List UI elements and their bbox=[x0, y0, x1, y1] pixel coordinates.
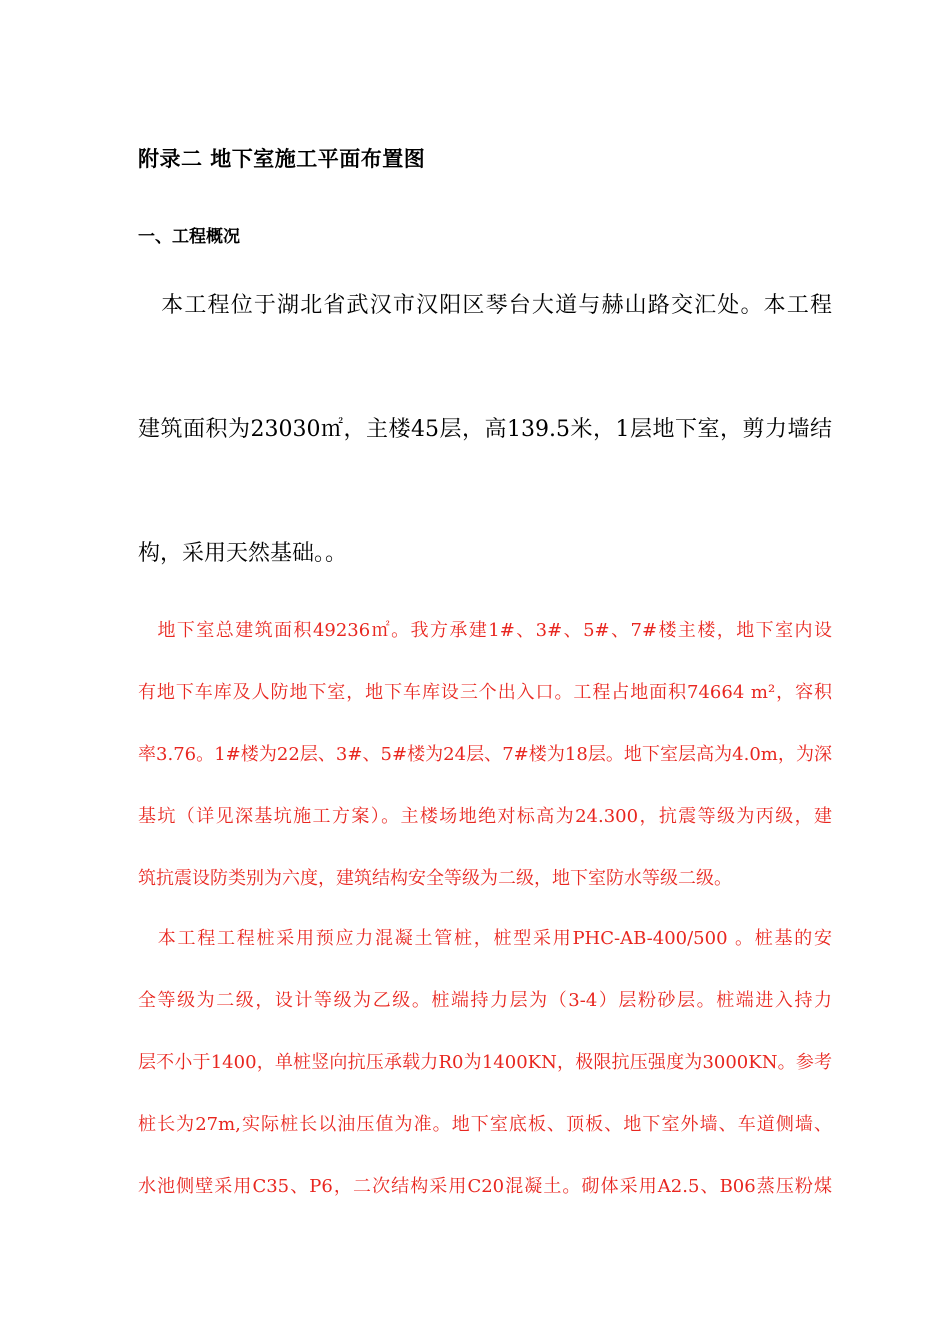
overview-line: 本工程位于湖北省武汉市汉阳区琴台大道与赫山路交汇处。本工程 bbox=[138, 293, 832, 318]
appendix-title: 附录二 地下室施工平面布置图 bbox=[138, 147, 426, 171]
overview-line: 构，采用天然基础。。 bbox=[138, 541, 348, 566]
overview-line: 建筑面积为23030㎡，主楼45层，高139.5米，1层地下室，剪力墙结 bbox=[138, 417, 832, 442]
basement-line: 率3.76。1#楼为22层、3#、5#楼为24层、7#楼为18层。地下室层高为4.0m，为深 bbox=[138, 744, 832, 765]
pile-line: 水池侧壁采用C35、P6，二次结构采用C20混凝土。砌体采用A2.5、B06蒸压粉煤 bbox=[138, 1176, 832, 1197]
basement-line: 筑抗震设防类别为六度，建筑结构安全等级为二级，地下室防水等级二级。 bbox=[138, 868, 732, 889]
basement-line: 基坑（详见深基坑施工方案）。主楼场地绝对标高为24.300，抗震等级为丙级，建 bbox=[138, 806, 832, 827]
pile-line: 桩长为27m,实际桩长以油压值为准。地下室底板、顶板、地下室外墙、车道侧墙、 bbox=[138, 1114, 832, 1135]
basement-line: 地下室总建筑面积49236㎡。我方承建1#、3#、5#、7#楼主楼，地下室内设 bbox=[138, 620, 832, 641]
basement-line: 有地下车库及人防地下室，地下车库设三个出入口。工程占地面积74664 m²，容积 bbox=[138, 682, 832, 703]
pile-line: 本工程工程桩采用预应力混凝土管桩，桩型采用PHC-AB-400/500 。桩基的安 bbox=[138, 928, 832, 949]
pile-line: 层不小于1400，单桩竖向抗压承载力R0为1400KN，极限抗压强度为3000KN。参考 bbox=[138, 1052, 832, 1073]
section-heading: 一、工程概况 bbox=[138, 227, 240, 247]
pile-line: 全等级为二级，设计等级为乙级。桩端持力层为（3-4）层粉砂层。桩端进入持力 bbox=[138, 990, 832, 1011]
